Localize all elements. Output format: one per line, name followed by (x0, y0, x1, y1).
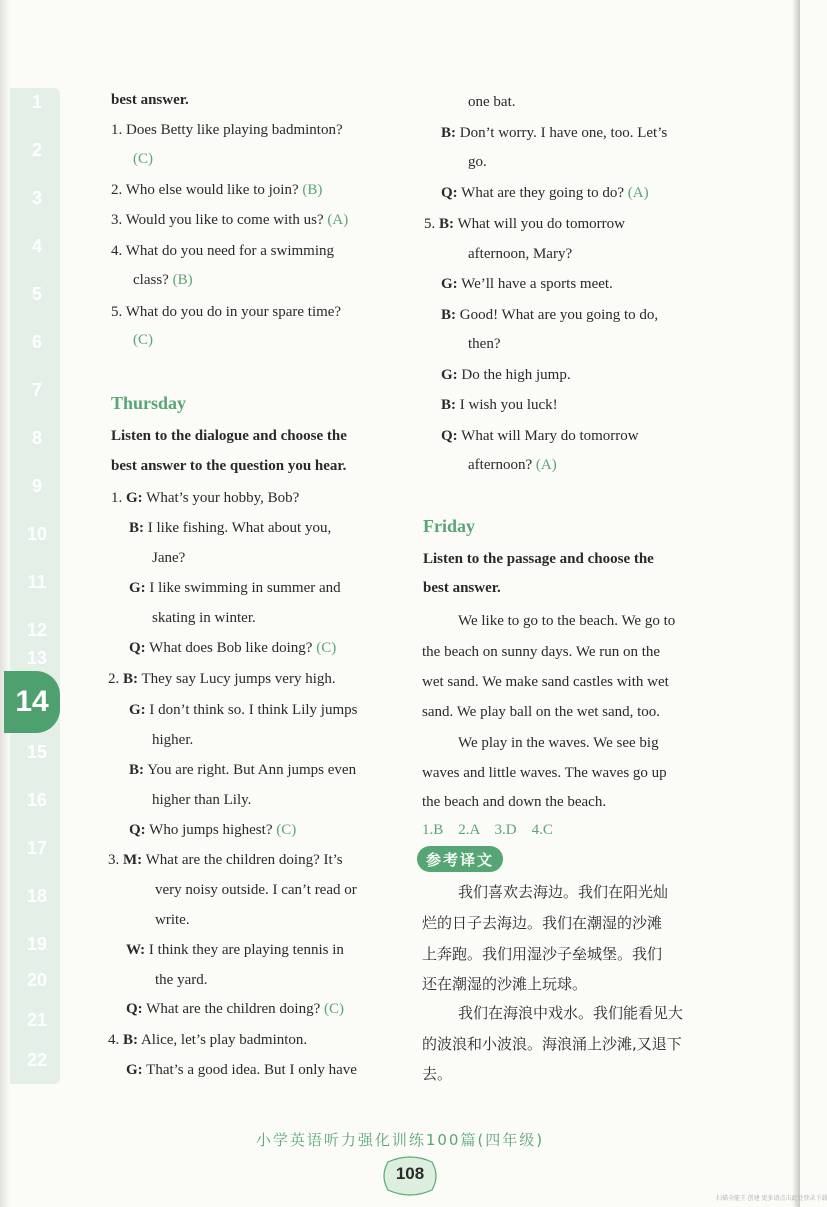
dialogue-1-line: skating in winter. (152, 610, 256, 626)
answer-1: (C) (133, 151, 153, 167)
dialogue-1-line (111, 488, 299, 508)
line-text: What are they going to do? (461, 185, 625, 201)
chapter-tab[interactable]: 1 (31, 92, 42, 112)
dialogue-1-question (129, 638, 336, 658)
line-text: Don’t worry. I have one, too. Let’s (459, 125, 668, 141)
page-edge-shadow (792, 0, 800, 1207)
thursday-instruction-2: best answer to the question you hear. (111, 458, 347, 474)
speaker: B: (129, 520, 144, 536)
chapter-tab[interactable]: 11 (27, 572, 47, 592)
line-text: What are the children doing? (146, 1001, 321, 1017)
chapter-tab[interactable]: 17 (26, 838, 48, 858)
line-text: I don’t think so. I think Lily jumps (149, 702, 358, 718)
speaker: Q: (441, 428, 458, 444)
friday-answers: 1.B 2.A 3.D 4.C (422, 822, 553, 838)
thursday-instruction-1: Listen to the dialogue and choose the (111, 428, 347, 444)
dialogue-4-line: one bat. (468, 94, 516, 110)
dialogue-5-line (441, 274, 613, 294)
translation-line: 的波浪和小波浪。海浪涌上沙滩,又退下 (422, 1035, 682, 1053)
dialogue-5-line (441, 365, 571, 385)
answer: (A) (535, 457, 557, 473)
dialogue-4-line: go. (468, 154, 487, 170)
speaker: B: (129, 762, 144, 778)
section-thursday: Thursday (111, 393, 187, 413)
dialogue-3-line: write. (155, 912, 190, 928)
passage-line: We like to go to the beach. We go to (458, 613, 676, 629)
dialogue-2-line (129, 760, 356, 780)
chapter-tab[interactable]: 20 (26, 970, 48, 990)
speaker: M: (123, 852, 143, 868)
dialogue-5-question (441, 426, 639, 446)
passage-line: the beach on sunny days. We run on the (422, 644, 661, 660)
chapter-tab[interactable]: 2 (31, 140, 42, 160)
chapter-tab[interactable]: 4 (31, 236, 42, 256)
dialogue-3-line (126, 940, 344, 960)
item-number: 2. (108, 671, 120, 687)
dialogue-3-line: very noisy outside. I can’t read or (155, 882, 357, 898)
passage-line: sand. We play ball on the wet sand, too. (422, 704, 661, 720)
answer-4: (B) (172, 272, 193, 288)
speaker: B: (441, 125, 456, 141)
line-text: That’s a good idea. But I only have (146, 1062, 357, 1078)
line-text: afternoon? (468, 457, 533, 473)
answer: (A) (627, 185, 649, 201)
translation-line: 上奔跑。我们用湿沙子垒城堡。我们 (422, 945, 663, 963)
translation-label: 参考译文 (417, 846, 503, 872)
dialogue-3-line (108, 850, 343, 870)
dialogue-1-line: Jane? (152, 550, 186, 566)
speaker: G: (441, 276, 458, 292)
line-text: Do the high jump. (461, 367, 571, 383)
active-chapter-tab[interactable]: 14 (4, 671, 60, 733)
speaker: B: (439, 216, 454, 232)
question-text: class? (133, 272, 169, 288)
line-text: What will you do tomorrow (457, 216, 625, 232)
translation-line: 我们喜欢去海边。我们在阳光灿 (458, 883, 669, 901)
chapter-tab[interactable]: 6 (31, 332, 42, 352)
passage-line: the beach and down the beach. (422, 794, 607, 810)
chapter-tab[interactable]: 7 (31, 380, 42, 400)
translation-line: 去。 (422, 1065, 453, 1083)
question-text: 2. Who else would like to join? (111, 182, 299, 198)
speaker: Q: (129, 640, 146, 656)
question-text: 3. Would you like to come with us? (111, 212, 324, 228)
speaker: G: (129, 702, 146, 718)
dialogue-2-line (108, 669, 336, 689)
answer: (C) (316, 640, 337, 656)
question-2 (111, 180, 322, 200)
chapter-tab[interactable]: 22 (26, 1050, 48, 1070)
translation-line: 还在潮湿的沙滩上玩球。 (422, 975, 588, 993)
chapter-tab[interactable]: 8 (31, 428, 42, 448)
chapter-tab[interactable]: 18 (26, 886, 48, 906)
line-text: You are right. But Ann jumps even (147, 762, 357, 778)
item-number: 5. (424, 216, 436, 232)
passage-line: wet sand. We make sand castles with wet (422, 674, 669, 690)
dialogue-4-line (126, 1060, 357, 1080)
line-text: I like swimming in summer and (149, 580, 341, 596)
line-text: Who jumps highest? (149, 822, 273, 838)
dialogue-2-line (129, 700, 357, 720)
question-4-line1: 4. What do you need for a swimming (111, 243, 335, 259)
dialogue-4-question (441, 183, 649, 203)
dialogue-2-line: higher. (152, 732, 194, 748)
friday-instruction-1: Listen to the passage and choose the (423, 551, 654, 567)
speaker: G: (126, 490, 143, 506)
book-title: 小学英语听力强化训练100篇(四年级) (255, 1131, 545, 1149)
question-3 (111, 210, 348, 230)
answer-2: (B) (302, 182, 323, 198)
chapter-tab[interactable]: 15 (26, 742, 48, 762)
dialogue-3-question (126, 999, 344, 1019)
passage-line: waves and little waves. The waves go up (422, 765, 667, 781)
passage-line: We play in the waves. We see big (458, 735, 659, 751)
chapter-tab[interactable]: 12 (26, 620, 48, 640)
chapter-tab[interactable]: 19 (26, 934, 48, 954)
speaker: G: (129, 580, 146, 596)
speaker: B: (123, 1032, 138, 1048)
line-text: Alice, let’s play badminton. (140, 1032, 308, 1048)
line-text: What does Bob like doing? (149, 640, 313, 656)
page-gutter-shadow (0, 0, 10, 1207)
dialogue-5-line (441, 395, 558, 415)
section-friday: Friday (423, 516, 475, 536)
line-text: I think they are playing tennis in (148, 942, 344, 958)
chapter-tab[interactable]: 13 (26, 648, 48, 668)
page-number: 108 (395, 1164, 425, 1183)
chapter-tab[interactable]: 16 (26, 790, 48, 810)
speaker: Q: (129, 822, 146, 838)
speaker: B: (441, 397, 456, 413)
line-text: They say Lucy jumps very high. (141, 671, 336, 687)
speaker: G: (441, 367, 458, 383)
dialogue-4-line (441, 123, 667, 143)
dialogue-5-line: then? (468, 336, 501, 352)
answer-5: (C) (133, 332, 153, 348)
line-text: Good! What are you going to do, (459, 307, 659, 323)
line-text: What will Mary do tomorrow (461, 428, 639, 444)
speaker: Q: (126, 1001, 143, 1017)
chapter-tab[interactable]: 10 (26, 524, 48, 544)
line-text: I wish you luck! (459, 397, 558, 413)
dialogue-3-line: the yard. (155, 972, 208, 988)
question-4-line2 (133, 270, 193, 290)
line-text: What are the children doing? It’s (145, 852, 343, 868)
speaker: W: (126, 942, 146, 958)
instruction-tail: best answer. (111, 92, 189, 108)
item-number: 4. (108, 1032, 120, 1048)
dialogue-4-line (108, 1030, 307, 1050)
question-1: 1. Does Betty like playing badminton? (111, 122, 343, 138)
dialogue-5-line: afternoon, Mary? (468, 246, 573, 262)
dialogue-2-question (129, 820, 296, 840)
dialogue-5-line (441, 305, 658, 325)
translation-line: 我们在海浪中戏水。我们能看见大 (458, 1004, 684, 1022)
answer: (C) (324, 1001, 344, 1017)
line-text: We’ll have a sports meet. (461, 276, 613, 292)
dialogue-5-question (468, 455, 557, 475)
chapter-tab[interactable]: 21 (26, 1010, 48, 1030)
dialogue-1-line (129, 518, 331, 538)
dialogue-5-line (424, 214, 625, 234)
item-number: 3. (108, 852, 120, 868)
dialogue-1-line (129, 578, 341, 598)
friday-instruction-2: best answer. (423, 580, 501, 596)
answer: (C) (276, 822, 297, 838)
speaker: Q: (441, 185, 458, 201)
chapter-tab[interactable]: 3 (31, 188, 42, 208)
chapter-tab[interactable]: 5 (31, 284, 42, 304)
answer-3: (A) (327, 212, 349, 228)
speaker: B: (441, 307, 456, 323)
translation-line: 烂的日子去海边。我们在潮湿的沙滩 (422, 914, 663, 932)
question-5: 5. What do you do in your spare time? (111, 304, 342, 320)
chapter-tab[interactable]: 9 (31, 476, 42, 496)
speaker: B: (123, 671, 138, 687)
line-text: I like fishing. What about you, (147, 520, 332, 536)
scanner-watermark: 扫描全能王 创建 更多请点击此处登录下载 (716, 1196, 827, 1202)
dialogue-2-line: higher than Lily. (152, 792, 252, 808)
item-number: 1. (111, 490, 123, 506)
speaker: G: (126, 1062, 143, 1078)
line-text: What’s your hobby, Bob? (146, 490, 300, 506)
